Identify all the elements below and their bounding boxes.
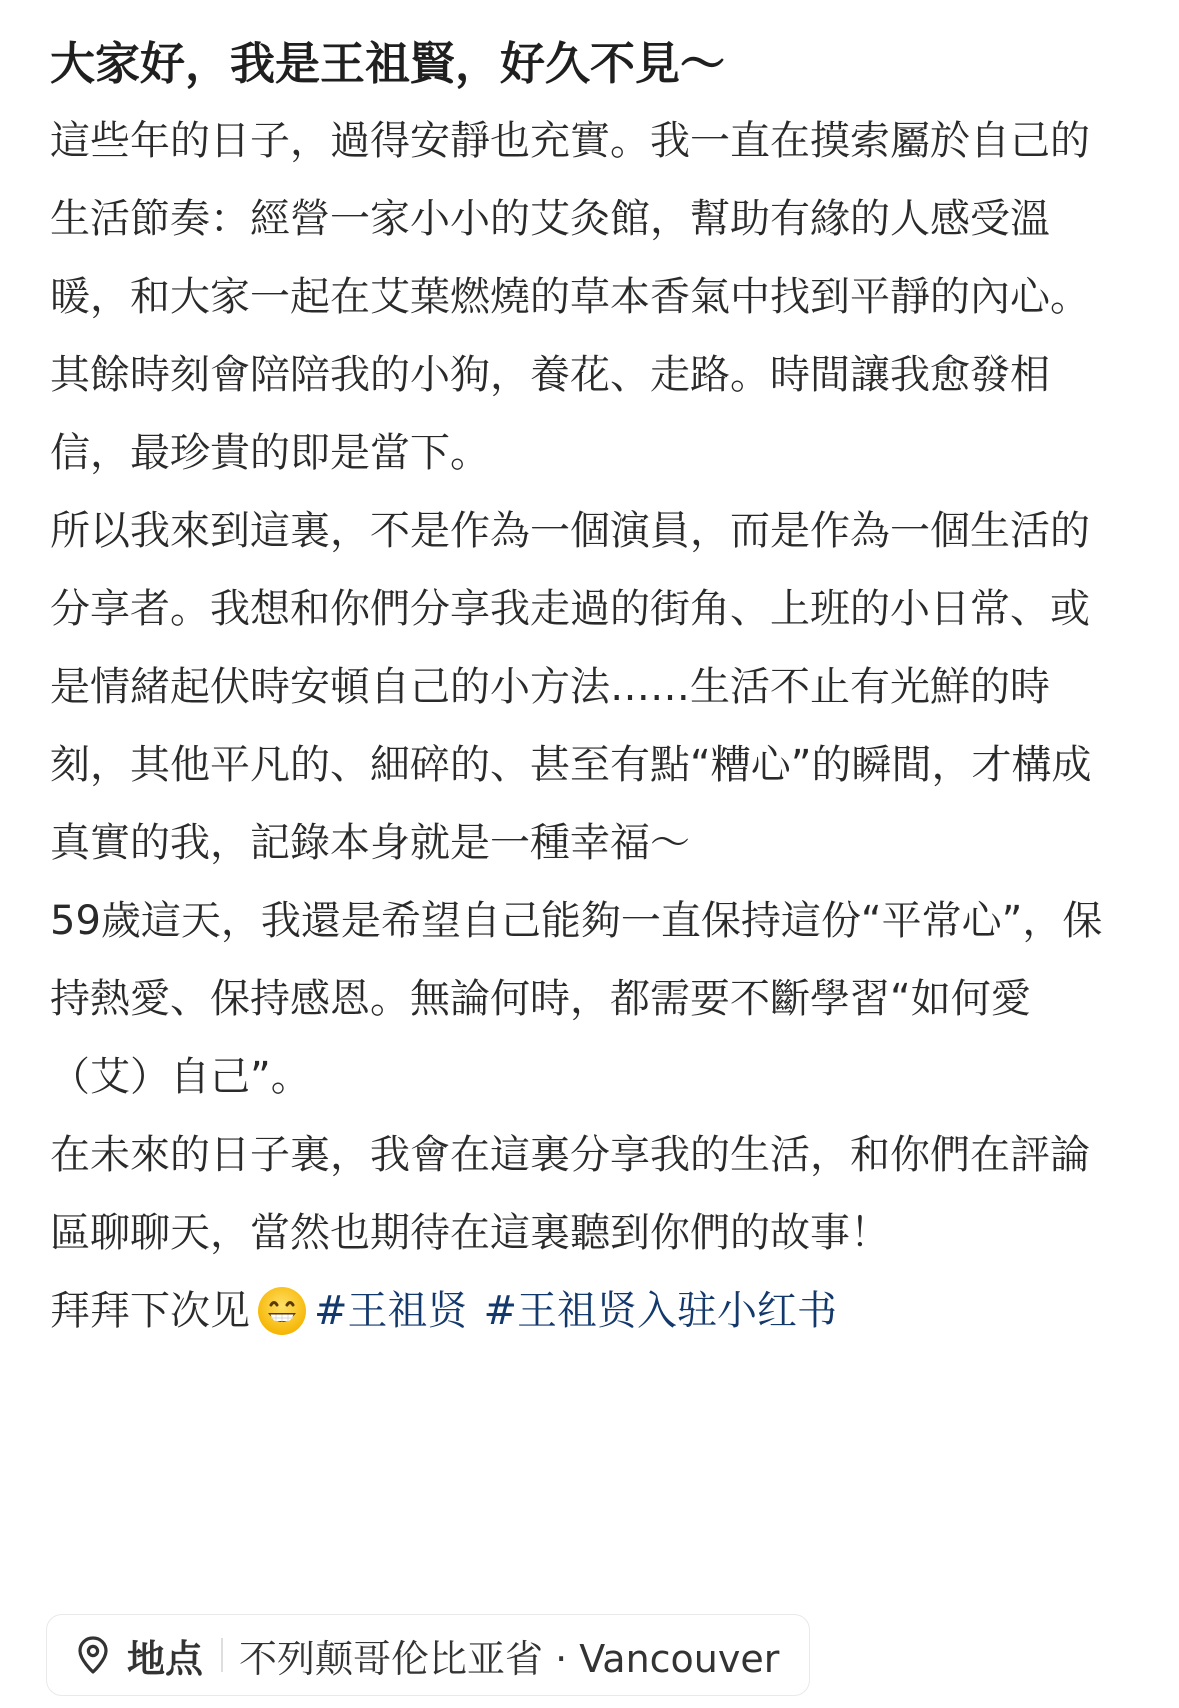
hashtag-link-1[interactable]: #王祖贤 xyxy=(314,1288,468,1334)
post-body xyxy=(50,102,1139,1350)
location-divider xyxy=(221,1638,223,1672)
post-closing-line xyxy=(50,1272,1139,1350)
post-paragraph-3: 59歲這天，我還是希望自己能夠一直保持這份“平常心”，保持熱愛、保持感恩。無論何時，都需要不斷學習“如何愛（艾）自己”。 xyxy=(50,898,1103,1100)
closing-text: 拜拜下次见 xyxy=(50,1288,250,1334)
location-label: 地点 xyxy=(127,1636,204,1681)
location-tag[interactable] xyxy=(46,1614,810,1696)
grinning-face-icon xyxy=(256,1285,308,1337)
post-paragraph-1: 這些年的日子，過得安靜也充實。我一直在摸索屬於自己的生活節奏：經營一家小小的艾灸館，幫助有緣的人感受溫暖，和大家一起在艾葉燃燒的草本香氣中找到平靜的內心。其餘時刻會陪陪我的小狗，養花、走路。時間讓我愈發相信，最珍貴的即是當下。 xyxy=(50,118,1090,476)
hashtag-link-2[interactable]: #王祖贤入驻小红书 xyxy=(483,1288,838,1334)
location-value: 不列颠哥伦比亚省 · Vancouver xyxy=(239,1636,780,1681)
post-paragraph-4: 在未來的日子裏，我會在這裏分享我的生活，和你們在評論區聊聊天，當然也期待在這裏聽到你們的故事！ xyxy=(50,1132,1090,1256)
post-paragraph-2: 所以我來到這裏，不是作為一個演員，而是作為一個生活的分享者。我想和你們分享我走過的街角、上班的小日常、或是情緒起伏時安頓自己的小方法……生活不止有光鮮的時刻，其他平凡的、細碎的、甚至有點“糟心”的瞬間，才構成真實的我，記錄本身就是一種幸福～ xyxy=(50,508,1092,866)
location-pin-icon xyxy=(71,1633,115,1677)
post-title: 大家好，我是王祖賢，好久不見～ xyxy=(50,37,726,90)
